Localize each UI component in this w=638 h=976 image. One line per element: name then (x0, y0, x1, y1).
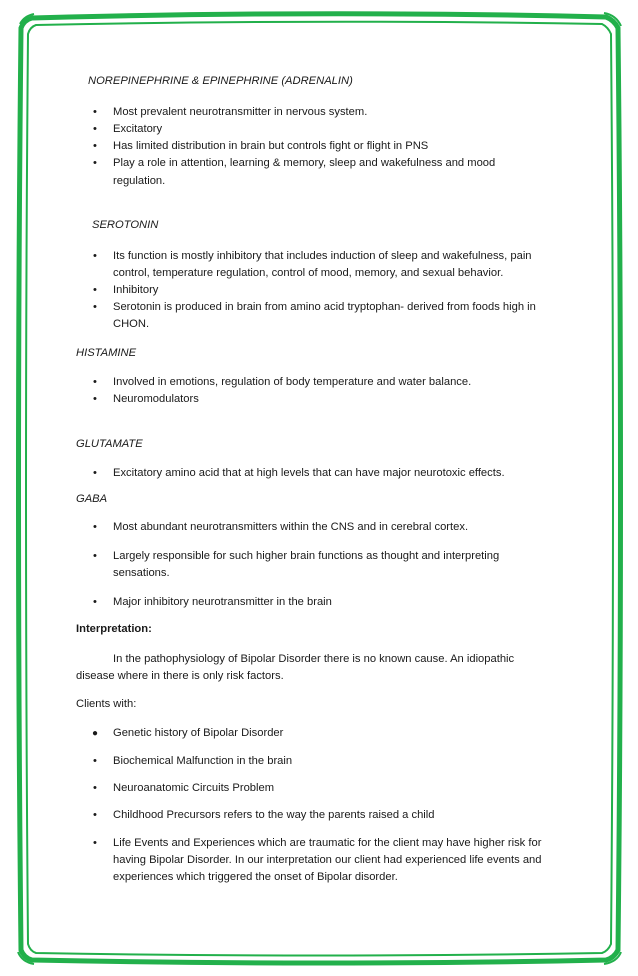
list-item-text: Neuromodulators (113, 393, 199, 405)
list-item-text: Genetic history of Bipolar Disorder (113, 727, 284, 739)
bullet-icon: • (93, 250, 97, 262)
list-item-text: sensations. (113, 567, 170, 579)
list-item-text: control, temperature regulation, control of mood, memory, and sexual behavior. (113, 267, 504, 279)
bullet-icon: • (93, 782, 97, 794)
list-item-text: Serotonin is produced in brain from amino acid tryptophan- derived from foods high in (113, 301, 536, 313)
list-item-text: Major inhibitory neurotransmitter in the brain (113, 596, 332, 608)
serotonin-heading: SEROTONIN (92, 219, 159, 231)
bullet-icon: • (93, 284, 97, 296)
list-item-text: having Bipolar Disorder. In our interpretation our client had experienced life events and (113, 854, 542, 866)
bullet-icon: • (93, 106, 97, 118)
list-item-text: Most prevalent neurotransmitter in nervous system. (113, 106, 368, 118)
bullet-icon: • (93, 140, 97, 152)
histamine-heading: HISTAMINE (76, 347, 137, 359)
bullet-icon: • (93, 123, 97, 135)
list-item-text: Inhibitory (113, 284, 159, 296)
list-item-text: Excitatory amino acid that at high levels that can have major neurotoxic effects. (113, 467, 505, 479)
interpretation-paragraph-line: disease where in there is only risk factors. (76, 670, 284, 682)
bullet-icon: • (93, 157, 97, 169)
list-item-text: Largely responsible for such higher brain functions as thought and interpreting (113, 550, 500, 562)
bullet-icon: • (93, 550, 97, 562)
norepinephrine-heading: NOREPINEPHRINE & EPINEPHRINE (ADRENALIN) (88, 75, 353, 87)
list-item-text: Its function is mostly inhibitory that includes induction of sleep and wakefulness, pain (113, 250, 532, 262)
bullet-icon: • (93, 301, 97, 313)
bullet-icon: • (93, 521, 97, 533)
bullet-icon: • (93, 755, 97, 767)
list-item-text: Play a role in attention, learning & memory, sleep and wakefulness and mood (113, 157, 496, 169)
clients-label: Clients with: (76, 698, 137, 710)
bullet-icon: • (93, 467, 97, 479)
interpretation-heading: Interpretation: (76, 623, 152, 635)
interpretation-paragraph-line: In the pathophysiology of Bipolar Disorder there is no known cause. An idiopathic (113, 653, 515, 665)
list-item-text: experiences which triggered the onset of Bipolar disorder. (113, 871, 398, 883)
glutamate-heading: GLUTAMATE (76, 438, 143, 450)
list-item-text: Excitatory (113, 123, 163, 135)
list-item-text: CHON. (113, 318, 150, 330)
bullet-icon: • (93, 837, 97, 849)
bullet-icon: • (93, 376, 97, 388)
bullet-icon: • (93, 596, 97, 608)
list-item-text: Most abundant neurotransmitters within the CNS and in cerebral cortex. (113, 521, 469, 533)
list-item-text: Life Events and Experiences which are traumatic for the client may have higher risk for (113, 837, 542, 849)
list-item-text: Childhood Precursors refers to the way the parents raised a child (113, 809, 435, 821)
list-item-text: regulation. (113, 175, 166, 187)
bullet-icon: • (93, 809, 97, 821)
list-item-text: Neuroanatomic Circuits Problem (113, 782, 275, 794)
gaba-heading: GABA (76, 493, 108, 505)
bullet-icon: • (93, 393, 97, 405)
solid-bullet-icon: ● (91, 728, 99, 739)
list-item-text: Biochemical Malfunction in the brain (113, 755, 293, 767)
list-item-text: Involved in emotions, regulation of body temperature and water balance. (113, 376, 472, 388)
list-item-text: Has limited distribution in brain but controls fight or flight in PNS (113, 140, 429, 152)
